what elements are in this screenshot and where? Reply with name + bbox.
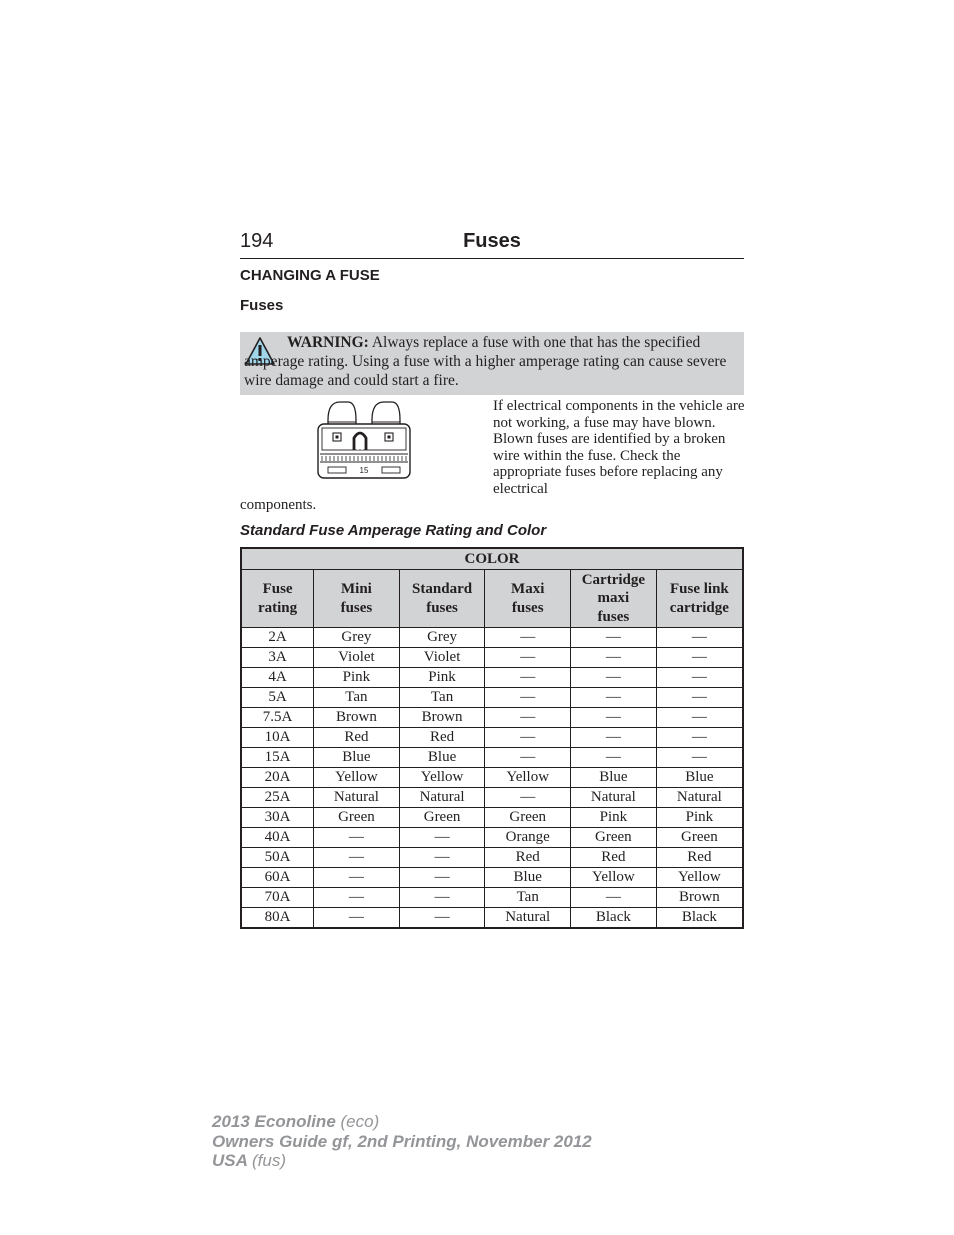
fuse-color-cell: — xyxy=(485,628,571,648)
column-header-line: rating xyxy=(257,599,298,616)
fuse-color-cell: Red xyxy=(485,848,571,868)
table-row xyxy=(241,788,743,808)
fuse-color-cell: — xyxy=(570,688,656,708)
fuse-color-cell: — xyxy=(570,748,656,768)
fuse-color-cell: Green xyxy=(656,828,743,848)
warning-body: Always replace a fuse with one that has the specified amperage rating. Using a fuse with a higher amperage rating can cause severe wire damage and could start a fire. xyxy=(244,334,727,389)
fuse-color-cell: — xyxy=(314,828,400,848)
footer-market: USA xyxy=(212,1151,248,1170)
fuse-color-cell: Natural xyxy=(399,788,485,808)
column-header-line: fuses xyxy=(426,599,458,616)
fuse-color-cell: — xyxy=(656,668,743,688)
fuse-color-cell: Natural xyxy=(314,788,400,808)
fuse-color-cell: — xyxy=(570,668,656,688)
fuse-color-cell: Violet xyxy=(314,648,400,668)
table-row xyxy=(241,668,743,688)
column-header-line: Cartridge xyxy=(581,571,646,588)
fuse-color-cell: — xyxy=(570,888,656,908)
fuse-rating-cell: 20A xyxy=(241,768,314,788)
fuse-color-cell: — xyxy=(570,628,656,648)
column-header xyxy=(485,570,571,628)
column-header xyxy=(314,570,400,628)
fuse-rating-cell: 25A xyxy=(241,788,314,808)
table-row xyxy=(241,768,743,788)
table-row xyxy=(241,828,743,848)
column-header-line: fuses xyxy=(597,608,630,625)
fuse-color-cell: Green xyxy=(399,808,485,828)
fuse-color-cell: Yellow xyxy=(570,868,656,888)
fuse-color-cell: Blue xyxy=(656,768,743,788)
fuse-color-cell: Tan xyxy=(485,888,571,908)
fuse-rating-cell: 50A xyxy=(241,848,314,868)
fuse-color-cell: Natural xyxy=(570,788,656,808)
table-row xyxy=(241,808,743,828)
body-text-tail: components. xyxy=(240,497,317,513)
fuse-color-cell: Black xyxy=(570,908,656,929)
fuse-rating-cell: 15A xyxy=(241,748,314,768)
fuse-color-cell: — xyxy=(656,628,743,648)
fuse-color-cell: Blue xyxy=(570,768,656,788)
fuse-color-cell: Yellow xyxy=(485,768,571,788)
fuse-illustration xyxy=(316,400,412,482)
column-header-line: fuses xyxy=(340,599,373,616)
page-title: Fuses xyxy=(463,230,521,252)
fuse-color-cell: Red xyxy=(570,848,656,868)
column-header-line: fuses xyxy=(511,599,544,616)
page-header xyxy=(240,228,744,259)
fuse-color-table xyxy=(240,547,744,929)
fuse-color-cell: Yellow xyxy=(399,768,485,788)
warning-label: WARNING: xyxy=(287,334,369,351)
fuse-color-cell: Pink xyxy=(656,808,743,828)
fuse-color-cell: Yellow xyxy=(656,868,743,888)
warning-box xyxy=(240,332,744,395)
fuse-rating-cell: 5A xyxy=(241,688,314,708)
fuse-color-cell: — xyxy=(314,848,400,868)
fuse-color-cell: Grey xyxy=(399,628,485,648)
footer-model: 2013 Econoline xyxy=(212,1112,336,1131)
fuse-color-cell: — xyxy=(570,648,656,668)
fuse-color-cell: Brown xyxy=(399,708,485,728)
color-group-header: COLOR xyxy=(241,548,743,570)
table-row xyxy=(241,888,743,908)
fuse-color-cell: Black xyxy=(656,908,743,929)
fuse-color-cell: Orange xyxy=(485,828,571,848)
fuse-color-cell: — xyxy=(314,908,400,929)
fuse-rating-cell: 40A xyxy=(241,828,314,848)
fuse-color-cell: — xyxy=(656,708,743,728)
fuse-color-cell: Natural xyxy=(485,908,571,929)
fuse-color-cell: — xyxy=(656,648,743,668)
fuse-color-cell: Violet xyxy=(399,648,485,668)
fuse-color-cell: — xyxy=(656,728,743,748)
table-row xyxy=(241,868,743,888)
fuse-color-cell: — xyxy=(485,668,571,688)
fuse-color-cell: — xyxy=(656,688,743,708)
page-number: 194 xyxy=(240,230,274,252)
fuse-color-cell: Pink xyxy=(570,808,656,828)
fuse-color-cell: Grey xyxy=(314,628,400,648)
column-header-line: Fuse xyxy=(262,581,293,597)
fuse-color-cell: Green xyxy=(314,808,400,828)
fuse-color-cell: Brown xyxy=(314,708,400,728)
warning-text xyxy=(244,333,740,390)
table-caption: Standard Fuse Amperage Rating and Color xyxy=(240,522,547,539)
footer-market-line xyxy=(212,1151,592,1171)
fuse-color-cell: — xyxy=(656,748,743,768)
fuse-color-cell: — xyxy=(399,868,485,888)
fuse-color-cell: Tan xyxy=(314,688,400,708)
fuse-rating-cell: 80A xyxy=(241,908,314,929)
fuse-rating-cell: 70A xyxy=(241,888,314,908)
column-header-line: Fuse link xyxy=(669,581,729,597)
table-row xyxy=(241,748,743,768)
sub-heading: Fuses xyxy=(240,297,284,314)
fuse-rating-cell: 60A xyxy=(241,868,314,888)
fuse-rating-cell: 30A xyxy=(241,808,314,828)
fuse-color-cell: Tan xyxy=(399,688,485,708)
column-header-line: maxi xyxy=(597,590,630,607)
fuse-color-cell: — xyxy=(485,728,571,748)
footer-guide: Owners Guide gf, 2nd Printing, November 2012 xyxy=(212,1131,592,1151)
table-row xyxy=(241,648,743,668)
column-header xyxy=(656,570,743,628)
section-heading: CHANGING A FUSE xyxy=(240,267,380,284)
column-header-line: Mini xyxy=(341,581,372,597)
footer-market-code: (fus) xyxy=(252,1151,286,1170)
fuse-color-cell: Pink xyxy=(314,668,400,688)
table-row xyxy=(241,728,743,748)
fuse-color-cell: Yellow xyxy=(314,768,400,788)
fuse-color-cell: — xyxy=(485,788,571,808)
fuse-rating-cell: 7.5A xyxy=(241,708,314,728)
fuse-color-cell: Green xyxy=(570,828,656,848)
fuse-color-cell: Brown xyxy=(656,888,743,908)
fuse-rating-cell: 3A xyxy=(241,648,314,668)
fuse-color-cell: — xyxy=(570,708,656,728)
fuse-color-cell: Red xyxy=(314,728,400,748)
table-row xyxy=(241,628,743,648)
footer xyxy=(212,1112,592,1171)
fuse-rating-label: 15 xyxy=(359,466,369,475)
footer-model-code: (eco) xyxy=(340,1112,380,1131)
fuse-color-cell: Red xyxy=(399,728,485,748)
fuse-color-cell: Blue xyxy=(314,748,400,768)
fuse-color-cell: Pink xyxy=(399,668,485,688)
footer-model-line xyxy=(212,1112,592,1132)
column-header-line: Maxi xyxy=(511,581,545,597)
fuse-rating-cell: 10A xyxy=(241,728,314,748)
column-header xyxy=(241,570,314,628)
fuse-color-cell: — xyxy=(314,888,400,908)
fuse-color-cell: — xyxy=(570,728,656,748)
table-row xyxy=(241,708,743,728)
table-row xyxy=(241,848,743,868)
fuse-color-cell: Green xyxy=(485,808,571,828)
fuse-color-cell: Blue xyxy=(399,748,485,768)
fuse-color-cell: Natural xyxy=(656,788,743,808)
body-text: If electrical components in the vehicle are not working, a fuse may have blown. Blown fuses are identified by a broken wire within the fuse. Check the appropriate fuses before replacing any electrical xyxy=(493,398,745,497)
column-header-line: cartridge xyxy=(669,599,729,616)
fuse-color-cell: — xyxy=(399,888,485,908)
fuse-color-cell: — xyxy=(485,748,571,768)
fuse-color-cell: — xyxy=(399,828,485,848)
column-header-line: Standard xyxy=(412,581,473,597)
fuse-color-cell: — xyxy=(485,708,571,728)
table-row xyxy=(241,908,743,929)
fuse-color-cell: — xyxy=(314,868,400,888)
fuse-color-cell: Red xyxy=(656,848,743,868)
fuse-color-cell: — xyxy=(485,648,571,668)
fuse-color-cell: — xyxy=(399,908,485,929)
table-row xyxy=(241,688,743,708)
fuse-color-cell: — xyxy=(485,688,571,708)
fuse-color-cell: — xyxy=(399,848,485,868)
fuse-rating-cell: 2A xyxy=(241,628,314,648)
fuse-color-cell: Blue xyxy=(485,868,571,888)
column-header xyxy=(570,570,656,628)
fuse-rating-cell: 4A xyxy=(241,668,314,688)
column-header xyxy=(399,570,485,628)
